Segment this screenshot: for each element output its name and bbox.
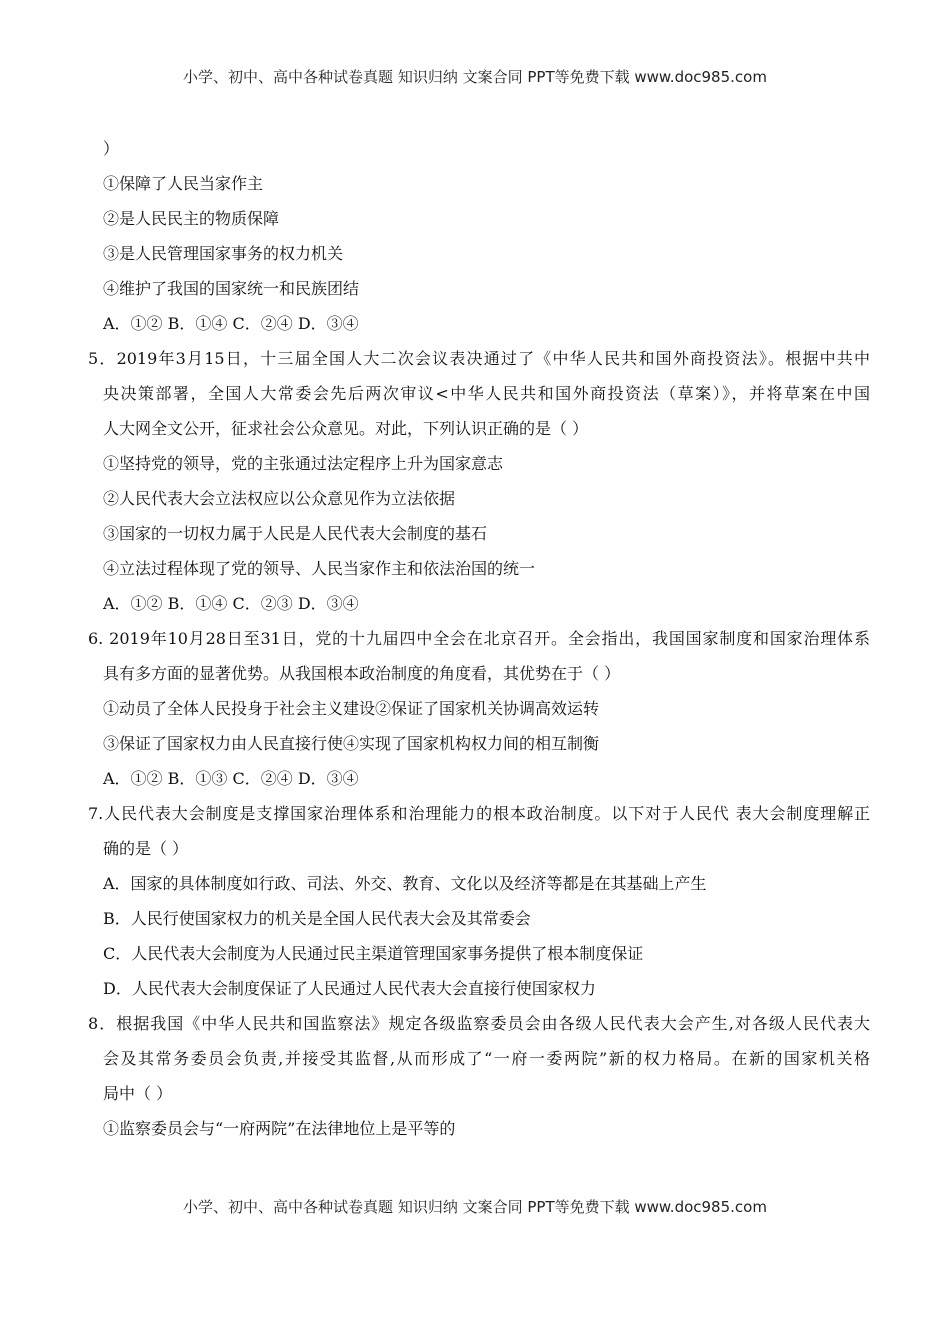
q8-stem-line-3: 局中（ ） [103,1084,173,1103]
q6-options-line-2: ③保证了国家权力由人民直接行使④实现了国家机构权力间的相互制衡 [103,734,600,753]
q4-answer-choices: A．①② B．①④ C．②④ D．③④ [103,314,359,333]
q7-choice-a: A．国家的具体制度如行政、司法、外交、教育、文化以及经济等都是在其基础上产生 [103,874,707,893]
page-header-banner: 小学、初中、高中各种试卷真题 知识归纳 文案合同 PPT等免费下载 www.doc985.com [183,68,767,86]
exam-content [88,131,870,1146]
q8-stem-line-2: 会及其常务委员会负责,并接受其监督,从而形成了“一府一委两院”新的权力格局。在新的国家机关格 [103,1049,870,1068]
q4-option-3: ③是人民管理国家事务的权力机关 [103,244,344,263]
q6-answer-choices: A．①② B．①③ C．②④ D．③④ [103,769,359,788]
q5-stem-line-1: 5．2019年3月15日，十三届全国人大二次会议表决通过了《中华人民共和国外商投资法》。根据中共中 [88,349,870,368]
q7-stem-line-1: 7.人民代表大会制度是支撑国家治理体系和治理能力的根本政治制度。以下对于人民代 表大会制度理解正 [88,804,870,823]
q8-stem-line-1: 8．根据我国《中华人民共和国监察法》规定各级监察委员会由各级人民代表大会产生,对各级人民代表大 [88,1014,870,1033]
q4-option-4: ④维护了我国的国家统一和民族团结 [103,279,360,298]
q7-stem-line-2: 确的是（ ） [103,839,189,858]
q5-option-4: ④立法过程体现了党的领导、人民当家作主和依法治国的统一 [103,559,536,578]
q7-choice-b: B．人民行使国家权力的机关是全国人民代表大会及其常委会 [103,909,531,928]
q4-option-2: ②是人民民主的物质保障 [103,209,280,228]
q6-stem-line-1: 6. 2019年10月28日至31日，党的十九届四中全会在北京召开。全会指出，我国国家制度和国家治理体系 [88,629,870,648]
q4-option-1: ①保障了人民当家作主 [103,174,264,193]
q4-closing-paren: ） [103,139,120,158]
q7-choice-c: C．人民代表大会制度为人民通过民主渠道管理国家事务提供了根本制度保证 [103,944,644,963]
q5-option-1: ①坚持党的领导，党的主张通过法定程序上升为国家意志 [103,454,504,473]
page-footer-banner: 小学、初中、高中各种试卷真题 知识归纳 文案合同 PPT等免费下载 www.doc985.com [183,1198,767,1216]
q7-choice-d: D．人民代表大会制度保证了人民通过人民代表大会直接行使国家权力 [103,979,596,998]
q5-stem-line-3: 人大网全文公开，征求社会公众意见。对此，下列认识正确的是（ ） [103,419,589,438]
q5-stem-line-2: 央决策部署，全国人大常委会先后两次审议<中华人民共和国外商投资法（草案）》，并将草案在中国 [103,384,870,403]
q6-stem-line-2: 具有多方面的显著优势。从我国根本政治制度的角度看，其优势在于（ ） [103,664,621,683]
q8-option-1: ①监察委员会与“一府两院”在法律地位上是平等的 [103,1119,456,1138]
q5-option-2: ②人民代表大会立法权应以公众意见作为立法依据 [103,489,456,508]
q5-option-3: ③国家的一切权力属于人民是人民代表大会制度的基石 [103,524,488,543]
q6-options-line-1: ①动员了全体人民投身于社会主义建设②保证了国家机关协调高效运转 [103,699,600,718]
q5-answer-choices: A．①② B．①④ C．②③ D．③④ [103,594,359,613]
